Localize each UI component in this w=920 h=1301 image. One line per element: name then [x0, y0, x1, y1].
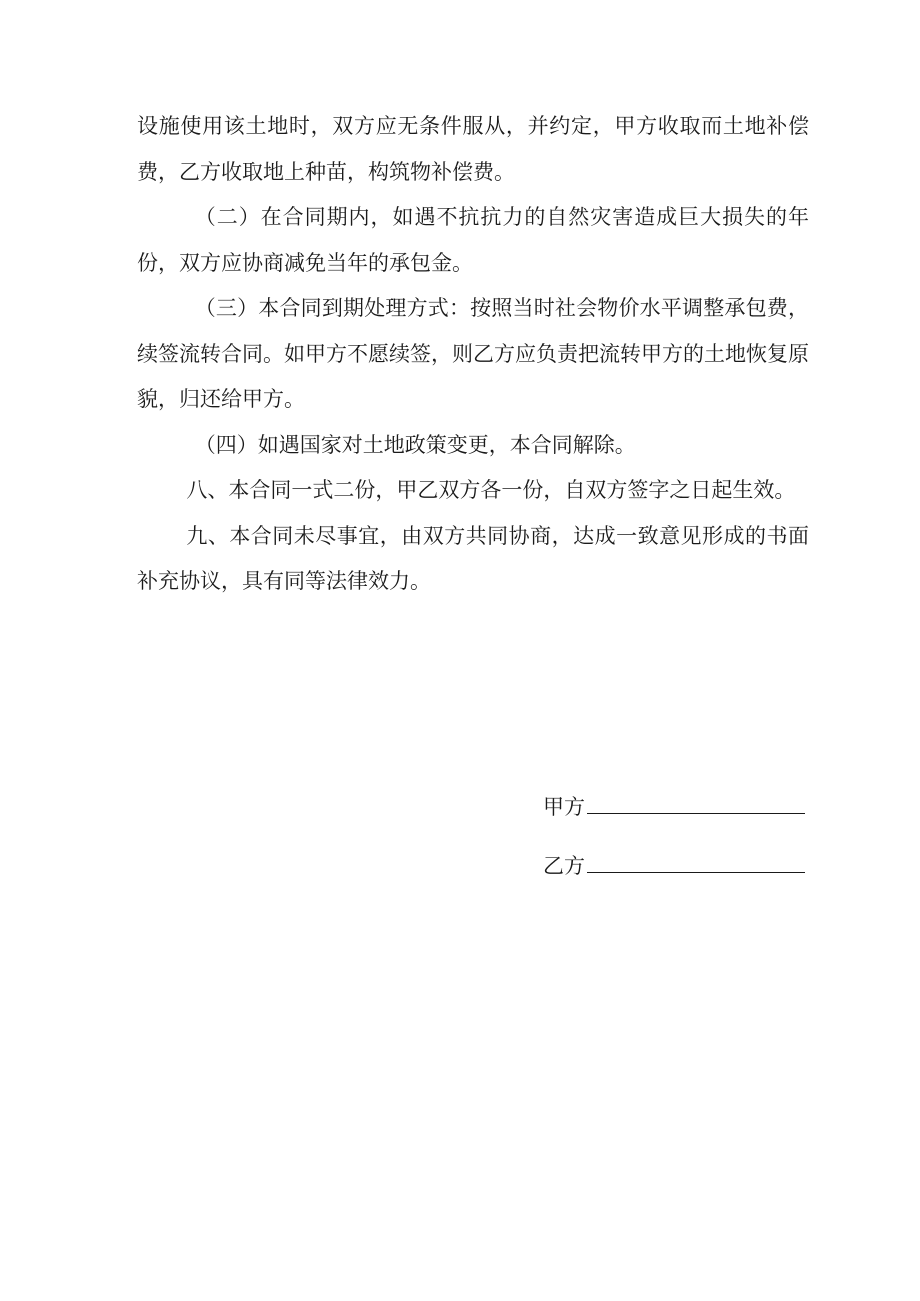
contract-body	[137, 104, 809, 605]
party-a-signature-line	[587, 789, 805, 814]
paragraph-article-8: 八、本合同一式二份，甲乙双方各一份，自双方签字之日起生效。	[186, 478, 796, 502]
paragraph-continuation: 设施使用该土地时，双方应无条件服从，并约定，甲方收取而土地补偿费，乙方收取地上种苗，构筑物补偿费。	[137, 114, 809, 184]
signature-block	[543, 778, 813, 896]
signature-party-a	[543, 778, 813, 837]
paragraph-clause-3: （三）本合同到期处理方式：按照当时社会物价水平调整承包费，续签流转合同。如甲方不愿续签，则乙方应负责把流转甲方的土地恢复原貌，归还给甲方。	[137, 296, 809, 411]
paragraph-clause-4: （四）如遇国家对土地政策变更，本合同解除。	[194, 432, 636, 457]
signature-party-b	[543, 837, 813, 896]
party-b-label: 乙方	[543, 854, 585, 878]
party-b-signature-line	[587, 848, 805, 873]
party-a-label: 甲方	[543, 795, 585, 819]
paragraph-clause-2: （二）在合同期内，如遇不抗抗力的自然灾害造成巨大损失的年份，双方应协商减免当年的承包金。	[137, 205, 809, 275]
paragraph-article-9: 九、本合同未尽事宜，由双方共同协商，达成一致意见形成的书面补充协议，具有同等法律效力。	[137, 523, 809, 593]
